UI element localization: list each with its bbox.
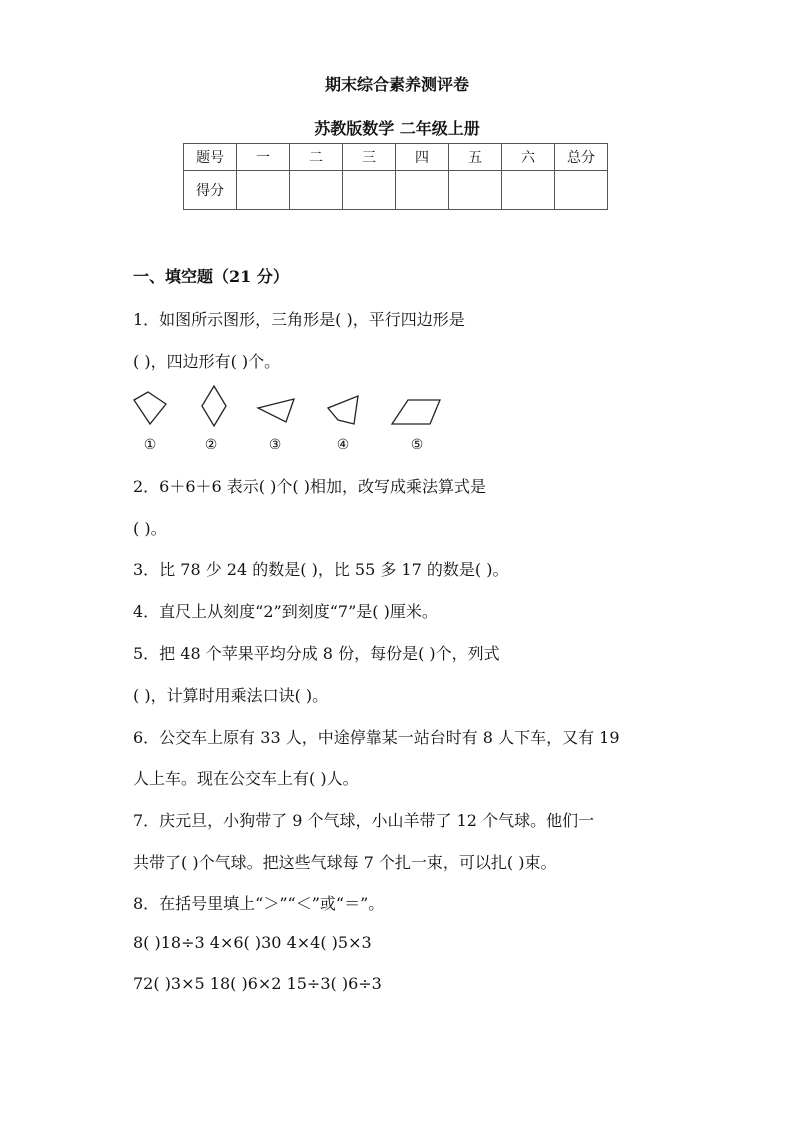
- score-entry-cell: [555, 171, 608, 210]
- exam-subtitle: 苏教版数学 二年级上册: [314, 119, 480, 138]
- score-table-cell: 六: [502, 144, 555, 171]
- score-entry-cell: [502, 171, 555, 210]
- score-table-cell: 五: [449, 144, 502, 171]
- shape-4-quadrilateral: [328, 396, 358, 424]
- score-table-cell: 四: [396, 144, 449, 171]
- question-2-line-2: ( )。: [133, 519, 167, 538]
- score-table-header-row: [184, 144, 608, 171]
- shape-label-1: ①: [143, 437, 157, 453]
- score-label-cell: 得分: [184, 171, 237, 210]
- score-table-cell: 二: [290, 144, 343, 171]
- shape-label-2: ②: [204, 437, 218, 453]
- score-entry-cell: [237, 171, 290, 210]
- question-7-line-2: 共带了( )个气球。把这些气球每 7 个扎一束，可以扎( )束。: [133, 853, 557, 872]
- score-table-score-row: [184, 171, 608, 210]
- score-entry-cell: [449, 171, 502, 210]
- score-table-cell: 三: [343, 144, 396, 171]
- score-entry-cell: [290, 171, 343, 210]
- question-6-line-1: 6．公交车上原有 33 人，中途停靠某一站台时有 8 人下车，又有 19: [133, 728, 620, 747]
- question-6-line-2: 人上车。现在公交车上有( )人。: [133, 769, 359, 788]
- shape-label-4: ④: [336, 437, 350, 453]
- question-1-line-1: 1．如图所示图形，三角形是( )，平行四边形是: [133, 310, 465, 329]
- shape-2-rhombus: [202, 386, 226, 426]
- shape-3-triangle: [258, 399, 294, 422]
- question-8-row-1: 8( )18÷3 4×6( )30 4×4( )5×3: [133, 933, 372, 952]
- shape-5-parallelogram: [392, 400, 440, 424]
- question-8: 8．在括号里填上“＞”“＜”或“＝”。: [133, 894, 385, 913]
- shape-1-quadrilateral: [134, 392, 166, 424]
- score-table-cell: 总分: [555, 144, 608, 171]
- question-7-line-1: 7．庆元旦，小狗带了 9 个气球，小山羊带了 12 个气球。他们一: [133, 811, 595, 830]
- score-table-cell: 一: [237, 144, 290, 171]
- question-5-line-1: 5．把 48 个苹果平均分成 8 份，每份是( )个，列式: [133, 644, 500, 663]
- question-1-line-2: ( )，四边形有( )个。: [133, 352, 281, 371]
- score-table-cell: 题号: [184, 144, 237, 171]
- exam-title: 期末综合素养测评卷: [324, 75, 469, 94]
- question-4: 4．直尺上从刻度“2”到刻度“7”是( )厘米。: [133, 602, 438, 621]
- score-entry-cell: [343, 171, 396, 210]
- shape-label-5: ⑤: [410, 437, 424, 453]
- section-heading-fill-in: 一、填空题（21 分）: [133, 267, 289, 286]
- shape-label-3: ③: [268, 437, 282, 453]
- question-3: 3．比 78 少 24 的数是( )，比 55 多 17 的数是( )。: [133, 560, 509, 579]
- score-table: [183, 143, 608, 210]
- question-8-row-2: 72( )3×5 18( )6×2 15÷3( )6÷3: [133, 974, 382, 993]
- score-entry-cell: [396, 171, 449, 210]
- shapes-figure: [128, 384, 448, 434]
- question-5-line-2: ( )，计算时用乘法口诀( )。: [133, 686, 329, 705]
- question-2-line-1: 2．6＋6＋6 表示( )个( )相加，改写成乘法算式是: [133, 477, 486, 496]
